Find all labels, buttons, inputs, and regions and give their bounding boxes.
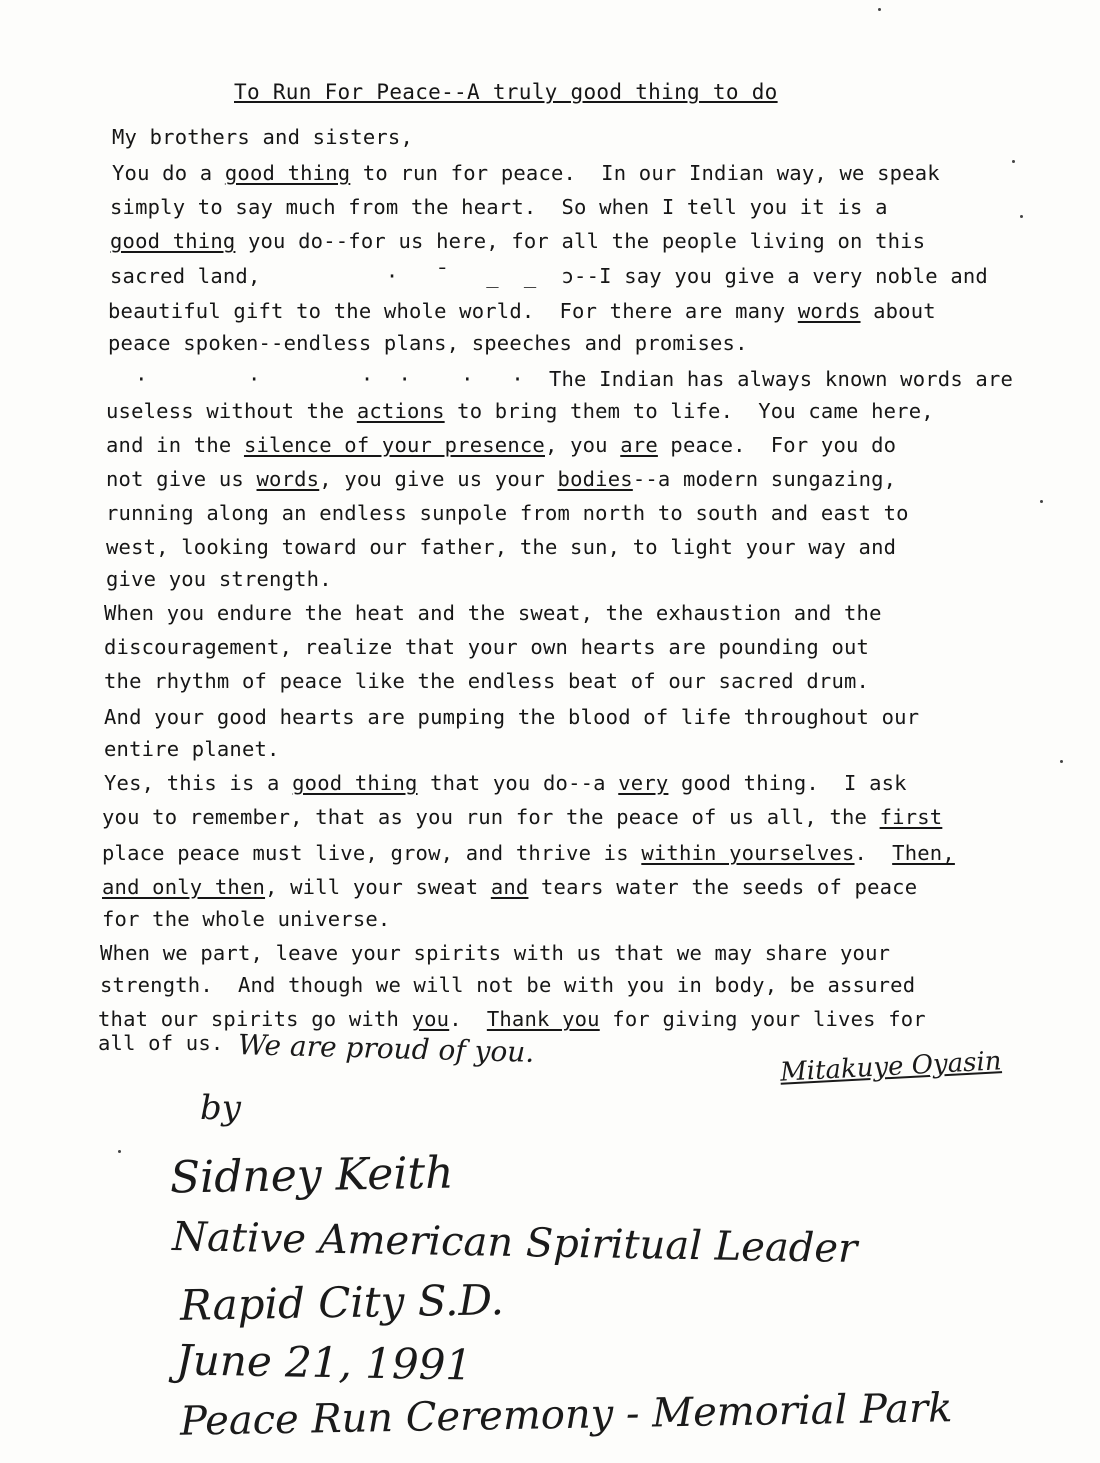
line-text: place peace must live, grow, and thrive is — [102, 841, 642, 865]
underlined-text: good thing — [224, 161, 351, 185]
signature-event: Peace Run Ceremony - Memorial Park — [179, 1385, 953, 1445]
line-text: My brothers and sisters, — [112, 125, 414, 149]
letter-line — [110, 228, 925, 254]
letter-line — [104, 770, 907, 796]
line-text: , you give us your — [319, 467, 558, 491]
underlined-text: actions — [356, 399, 445, 423]
scan-speck — [118, 1150, 121, 1153]
line-text: peace spoken--endless plans, speeches and promises. — [108, 331, 748, 355]
letter-line — [106, 566, 332, 592]
scan-speck — [1020, 215, 1023, 218]
letter-line — [98, 1030, 223, 1056]
line-text: Yes, this is a — [104, 771, 293, 795]
letter-line — [104, 634, 869, 660]
letter-line — [112, 124, 413, 150]
line-text: good thing. I ask — [668, 771, 907, 795]
underlined-text: words — [797, 299, 861, 323]
line-text: the rhythm of peace like the endless beat of our sacred drum. — [104, 669, 870, 693]
letter-line — [106, 500, 909, 526]
handwritten-note: We are proud of you. — [237, 1028, 535, 1069]
handwritten-by: by — [200, 1088, 241, 1128]
letter-line — [104, 704, 919, 730]
line-text: strength. And though we will not be with you in body, be assured — [100, 973, 916, 997]
signature-date: June 21, 1991 — [175, 1335, 473, 1390]
letter-line — [106, 466, 896, 492]
letter-line — [104, 600, 882, 626]
line-text: entire planet. — [104, 737, 280, 761]
line-text: that our spirits go with — [98, 1007, 412, 1031]
line-text: all of us. — [98, 1031, 224, 1055]
line-text: --a modern sungazing, — [632, 467, 897, 491]
underlined-text: you — [411, 1007, 450, 1031]
letter-line — [110, 263, 988, 289]
line-text: to bring them to life. You came here, — [444, 399, 934, 423]
letter-line — [100, 940, 890, 966]
line-text: , will your sweat — [265, 875, 491, 899]
line-text: about — [860, 299, 936, 323]
letter-line — [102, 906, 390, 932]
line-text: simply to say much from the heart. So when I tell you it is a — [110, 195, 888, 219]
underlined-text: very — [618, 771, 669, 795]
line-text: peace. For you do — [657, 433, 897, 457]
underlined-text: and only then — [102, 875, 266, 899]
letter-line — [104, 736, 280, 762]
letter-line — [106, 398, 934, 424]
letter-title: To Run For Peace--A truly good thing to do — [234, 80, 778, 104]
line-text: discouragement, realize that your own hearts are pounding out — [104, 635, 870, 659]
letter-line — [98, 1006, 926, 1032]
line-text: . — [854, 841, 893, 865]
handwritten-closing: Mitakuye Oyasin — [779, 1046, 1003, 1088]
signature-place: Rapid City S.D. — [179, 1275, 505, 1330]
signature-role: Native American Spiritual Leader — [171, 1214, 858, 1272]
line-text: not give us — [106, 467, 257, 491]
line-text: for the whole universe. — [102, 907, 391, 931]
line-text: running along an endless sunpole from north to south and east to — [106, 501, 909, 525]
underlined-text: first — [879, 805, 943, 829]
underlined-text: bodies — [557, 467, 633, 491]
underlined-text: Then, — [892, 841, 955, 865]
letter-line — [102, 840, 955, 866]
line-text: sacred land, · ˉ _ _ ɔ--I say you give a very noble and — [110, 264, 988, 288]
line-text: to run for peace. In our Indian way, we speak — [350, 161, 940, 185]
line-text: You do a — [112, 161, 225, 185]
letter-line — [104, 668, 869, 694]
letter-line — [110, 194, 888, 220]
letter-line — [108, 330, 748, 356]
line-text: And your good hearts are pumping the blood of life throughout our — [104, 705, 920, 729]
underlined-text: within yourselves — [641, 841, 855, 865]
letter-line — [110, 366, 1013, 392]
line-text: for giving your lives for — [599, 1007, 926, 1031]
scan-speck — [1012, 160, 1015, 163]
line-text: and in the — [106, 433, 244, 457]
underlined-text: and — [490, 875, 529, 899]
letter-line — [100, 972, 915, 998]
letter-line — [106, 432, 896, 458]
line-text: give you strength. — [106, 567, 332, 591]
line-text: you do--for us here, for all the people living on this — [235, 229, 926, 253]
letter-line — [102, 804, 942, 830]
underlined-text: silence of your presence — [243, 433, 545, 457]
signature-name: Sidney Keith — [169, 1147, 454, 1204]
line-text: · · · · · · The Indian has always known words are — [110, 367, 1014, 391]
line-text: beautiful gift to the whole world. For there are many — [108, 299, 798, 323]
underlined-text: are — [620, 433, 658, 457]
underlined-text: good thing — [292, 771, 418, 795]
letter-line — [108, 298, 936, 324]
line-text: tears water the seeds of peace — [528, 875, 918, 899]
scan-speck — [878, 8, 881, 11]
line-text: When we part, leave your spirits with us that we may share your — [100, 941, 891, 965]
letter-line — [102, 874, 917, 900]
letter-line — [112, 160, 940, 186]
underlined-text: good thing — [110, 229, 236, 253]
scan-speck — [1040, 500, 1043, 503]
underlined-text: words — [256, 467, 320, 491]
scan-speck — [1060, 760, 1063, 763]
line-text: west, looking toward our father, the sun, to light your way and — [106, 535, 897, 559]
underlined-text: Thank you — [486, 1007, 600, 1031]
line-text: that you do--a — [417, 771, 619, 795]
line-text: , you — [544, 433, 621, 457]
line-text: . — [449, 1007, 487, 1031]
line-text: you to remember, that as you run for the peace of us all, the — [102, 805, 880, 829]
line-text: useless without the — [106, 399, 357, 423]
line-text: When you endure the heat and the sweat, the exhaustion and the — [104, 601, 882, 625]
letter-line — [106, 534, 896, 560]
